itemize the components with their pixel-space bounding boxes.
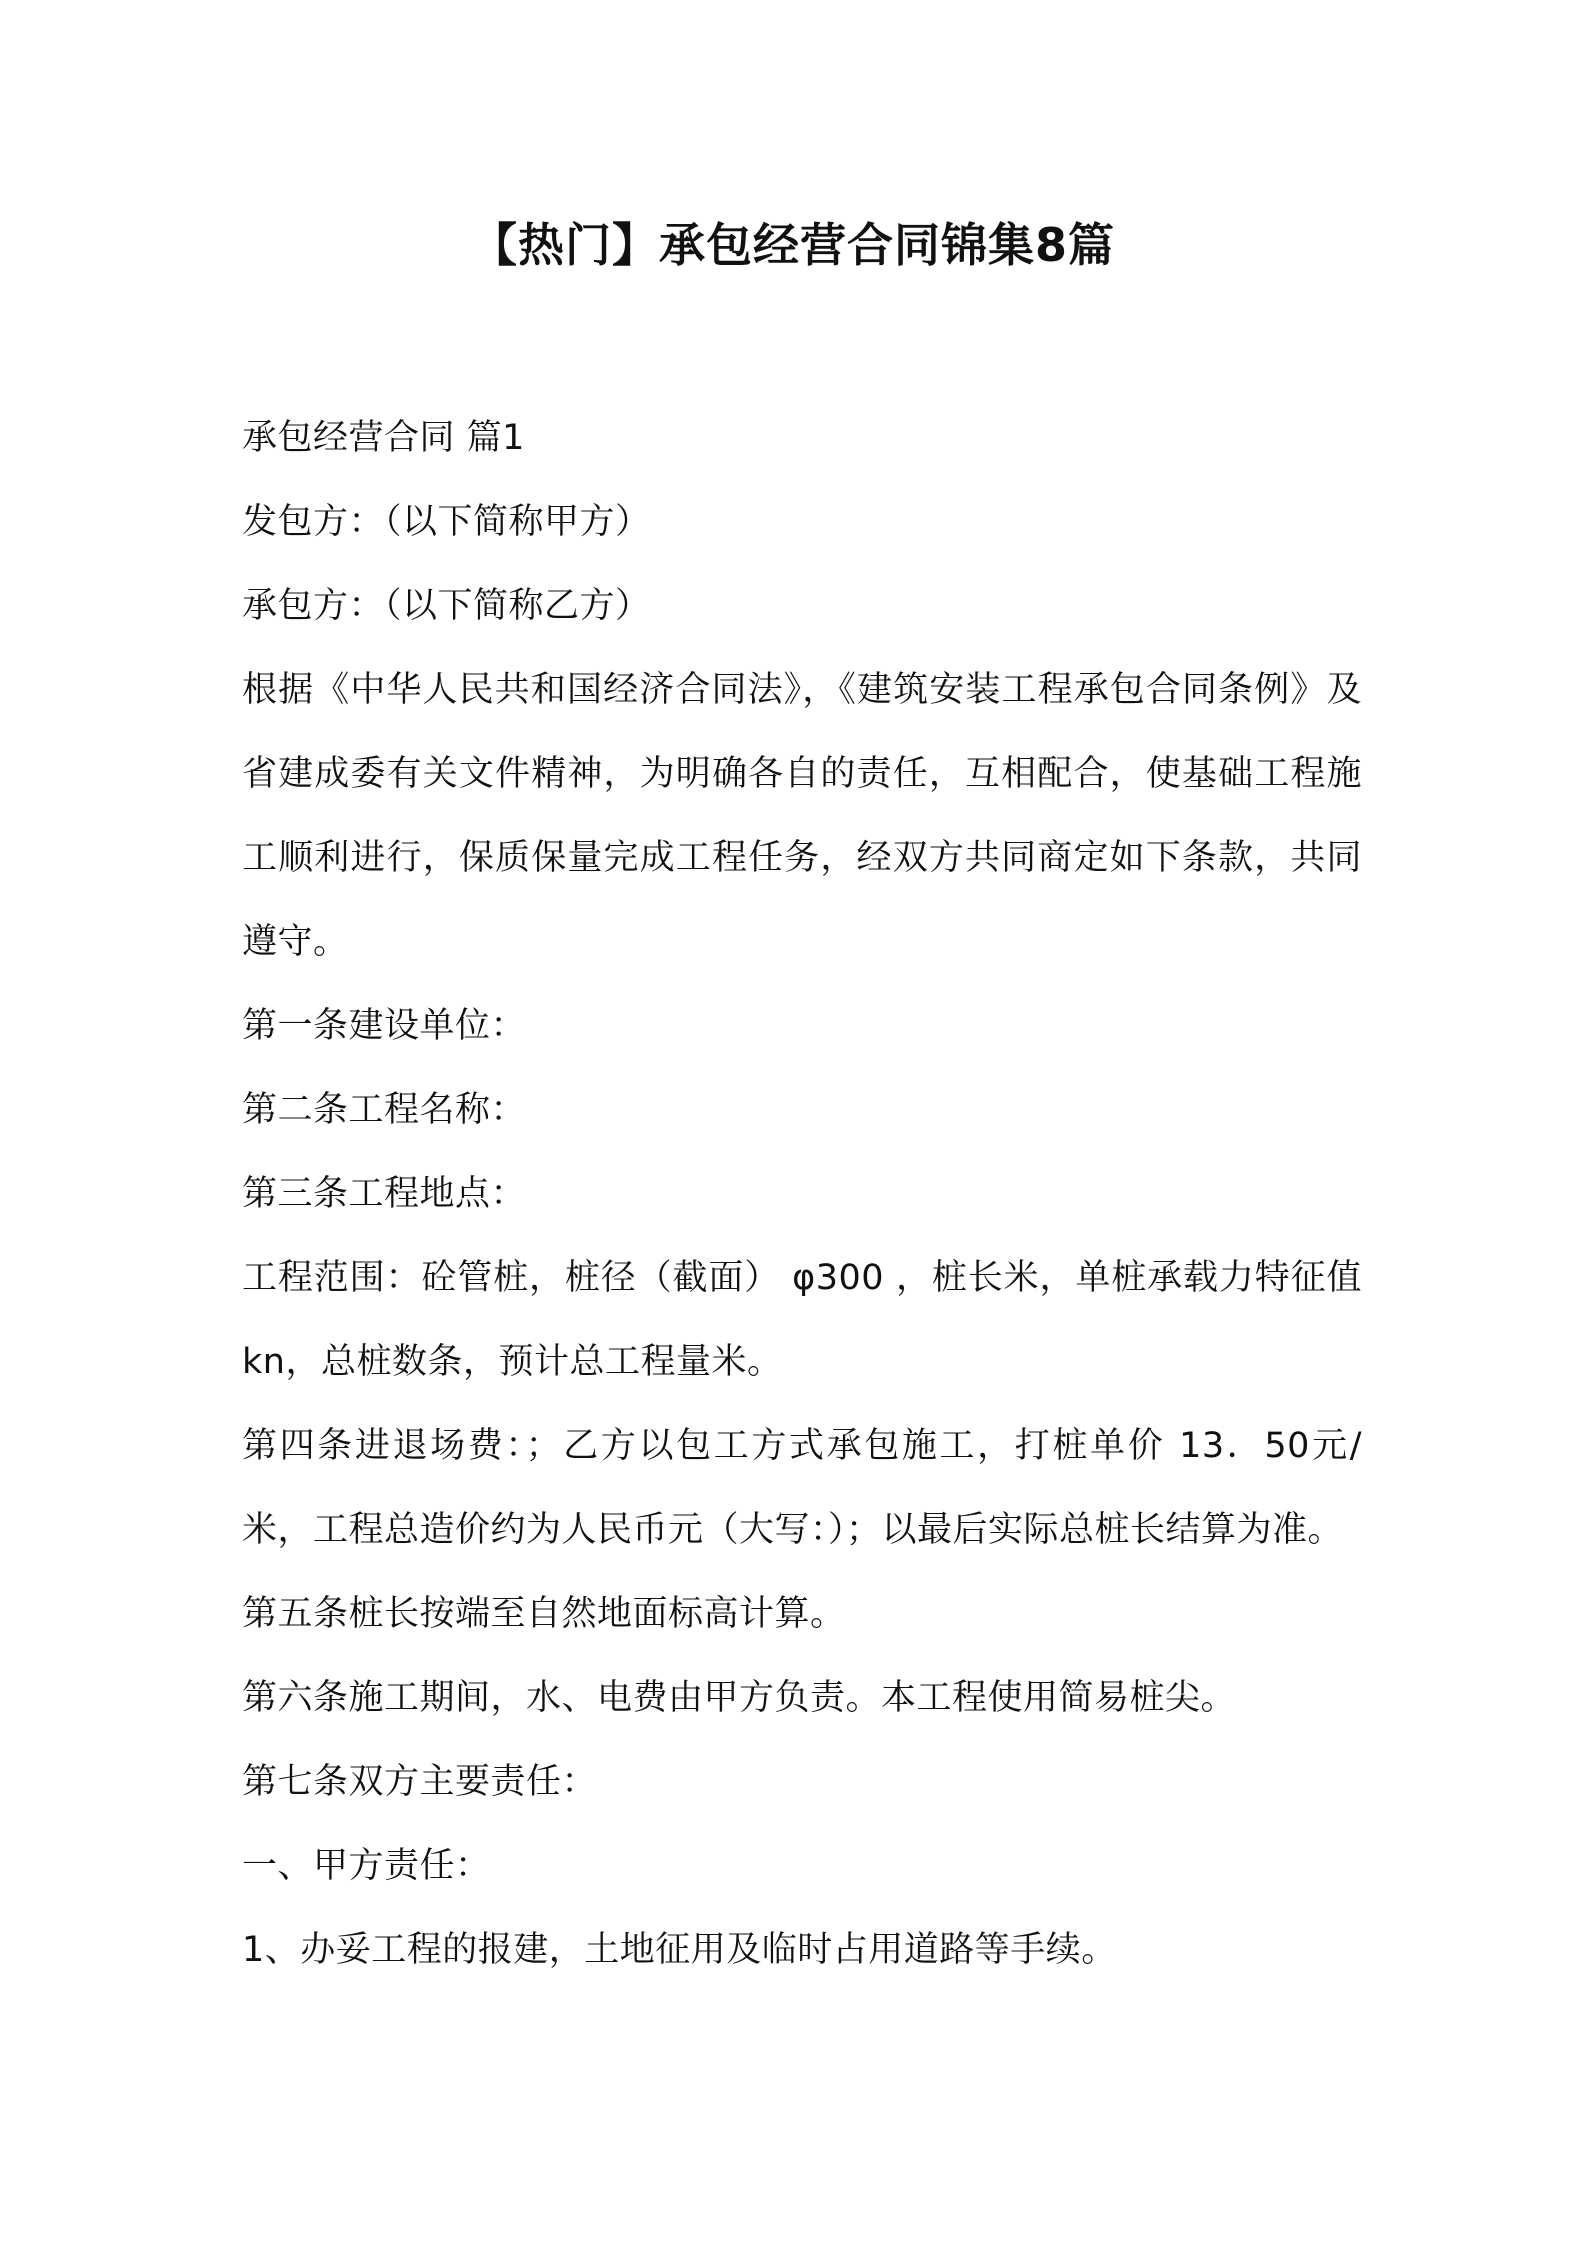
preamble-paragraph: 根据《中华人民共和国经济合同法》，《建筑安装工程承包合同条例》及省建成委有关文件精神，为明确各自的责任，互相配合，使基础工程施工顺利进行，保质保量完成工程任务，经双方共同商定如下条款，共同遵守。 bbox=[242, 670, 1362, 962]
article-3: 第三条工程地点： bbox=[242, 1174, 527, 1214]
contract-heading: 承包经营合同 篇1 bbox=[242, 418, 525, 458]
responsibility-item-1: 1、办妥工程的报建，土地征用及临时占用道路等手续。 bbox=[242, 1930, 1117, 1970]
article-5: 第五条桩长按端至自然地面标高计算。 bbox=[242, 1594, 846, 1634]
article-2: 第二条工程名称： bbox=[242, 1090, 527, 1130]
party-b-line: 承包方：（以下简称乙方） bbox=[242, 586, 651, 626]
document-title: 【热门】承包经营合同锦集8篇 bbox=[470, 218, 1115, 272]
document-body bbox=[242, 396, 1362, 1992]
article-4: 第四条进退场费：；乙方以包工方式承包施工，打桩单价 13．50元/米，工程总造价约为人民币元（大写：）；以最后实际总桩长结算为准。 bbox=[242, 1426, 1362, 1550]
project-scope-paragraph: 工程范围：砼管桩，桩径（截面） φ300 ，桩长米，单桩承载力特征值kn，总桩数条，预计总工程量米。 bbox=[242, 1258, 1362, 1382]
party-a-responsibilities-heading: 一、甲方责任： bbox=[242, 1846, 491, 1886]
party-a-line: 发包方：（以下简称甲方） bbox=[242, 502, 651, 542]
article-7: 第七条双方主要责任： bbox=[242, 1762, 598, 1802]
article-6: 第六条施工期间，水、电费由甲方负责。本工程使用简易桩尖。 bbox=[242, 1678, 1237, 1718]
article-1: 第一条建设单位： bbox=[242, 1006, 527, 1046]
